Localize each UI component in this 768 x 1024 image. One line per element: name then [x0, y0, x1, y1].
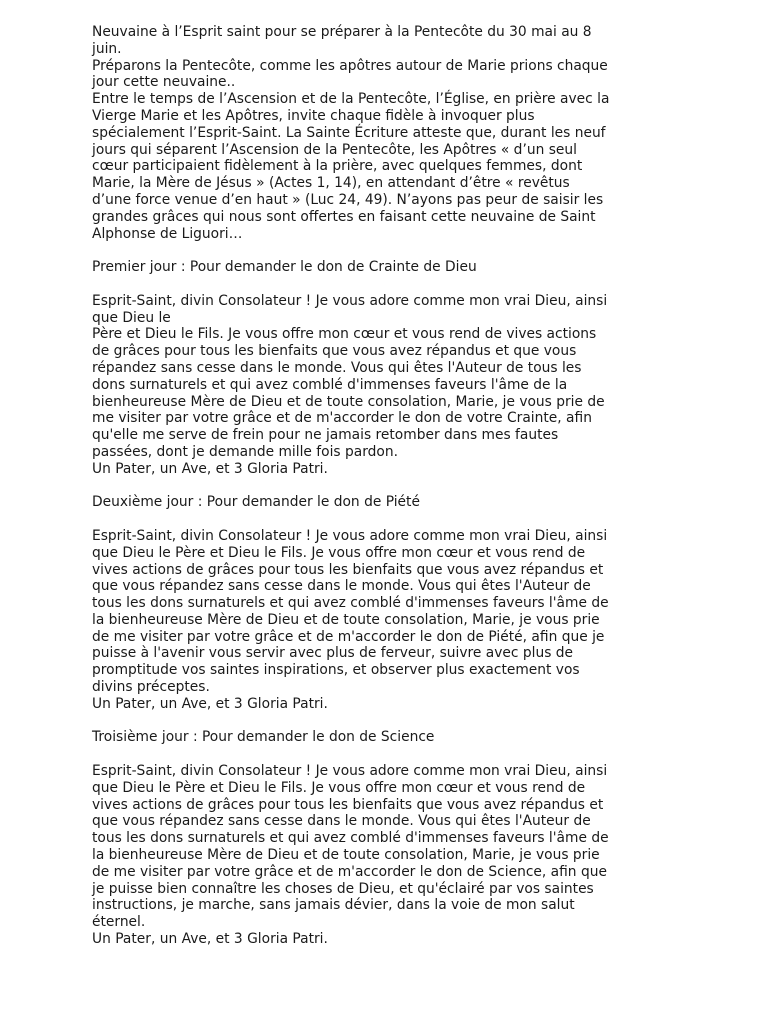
prayer-closing: Un Pater, un Ave, et 3 Gloria Patri.: [92, 460, 328, 477]
prayer-line: vives actions de grâces pour tous les bienfaits que vous avez répandus et: [92, 796, 604, 813]
prayer-line: que vous répandez sans cesse dans le monde. Vous qui êtes l'Auteur de: [92, 578, 591, 595]
prayer-line: que Dieu le Père et Dieu le Fils. Je vous offre mon cœur et vous rend de: [92, 544, 586, 561]
intro-line: jour cette neuvaine..: [92, 74, 236, 91]
blank-line: [92, 746, 708, 763]
prayer-line: répandez sans cesse dans le monde. Vous qui êtes l'Auteur de tous les: [92, 359, 582, 376]
prayer-line: passées, dont je demande mille fois pardon.: [92, 443, 398, 460]
intro-paragraph: [92, 24, 708, 242]
prayer-line: que Dieu le Père et Dieu le Fils. Je vous offre mon cœur et vous rend de: [92, 779, 586, 796]
blank-line: [92, 713, 708, 730]
intro-line: Vierge Marie et les Apôtres, invite chaque fidèle à invoquer plus: [92, 107, 535, 124]
intro-line: Marie, la Mère de Jésus » (Actes 1, 14), en attendant d’être « revêtus: [92, 175, 570, 192]
intro-line: cœur participaient fidèlement à la prière, avec quelques femmes, dont: [92, 158, 583, 175]
intro-line: juin.: [92, 40, 122, 57]
intro-line: d’une force venue d’en haut » (Luc 24, 49). N’ayons pas peur de saisir les: [92, 191, 604, 208]
intro-line: grandes grâces qui nous sont offertes en faisant cette neuvaine de Saint: [92, 208, 596, 225]
prayer-line: la bienheureuse Mère de Dieu et de toute consolation, Marie, je vous prie: [92, 847, 600, 864]
prayer-line: puisse à l'avenir vous servir avec plus de ferveur, suivre avec plus de: [92, 645, 574, 662]
prayer-line: instructions, je marche, sans jamais dévier, dans la voie de mon salut: [92, 897, 575, 914]
prayer-line: que vous répandez sans cesse dans le monde. Vous qui êtes l'Auteur de: [92, 813, 591, 830]
intro-line: Entre le temps de l’Ascension et de la Pentecôte, l’Église, en prière avec la: [92, 91, 610, 108]
prayer-line: qu'elle me serve de frein pour ne jamais retomber dans mes fautes: [92, 427, 559, 444]
prayer-line: Esprit-Saint, divin Consolateur ! Je vous adore comme mon vrai Dieu, ainsi: [92, 292, 608, 309]
prayer-line: tous les dons surnaturels et qui avez comblé d'immenses faveurs l'âme de: [92, 595, 609, 612]
prayer-line: me visiter par votre grâce et de m'accorder le don de votre Crainte, afin: [92, 410, 592, 427]
prayer-line: de me visiter par votre grâce et de m'accorder le don de Science, afin que: [92, 863, 607, 880]
intro-line: Alphonse de Liguori…: [92, 225, 243, 242]
prayer-line: Esprit-Saint, divin Consolateur ! Je vous adore comme mon vrai Dieu, ainsi: [92, 763, 608, 780]
intro-line: spécialement l’Esprit-Saint. La Sainte Écriture atteste que, durant les neuf: [92, 124, 606, 141]
day-prayer: [92, 293, 708, 461]
intro-line: Préparons la Pentecôte, comme les apôtres autour de Marie prions chaque: [92, 57, 608, 74]
day-prayer: [92, 528, 708, 696]
blank-line: [92, 478, 708, 495]
prayer-line: bienheureuse Mère de Dieu et de toute consolation, Marie, je vous prie de: [92, 393, 605, 410]
prayer-line: de me visiter par votre grâce et de m'accorder le don de Piété, afin que je: [92, 628, 605, 645]
day-prayer: [92, 763, 708, 931]
prayer-line: éternel.: [92, 914, 146, 931]
intro-line: jours qui séparent l’Ascension de la Pentecôte, les Apôtres « d’un seul: [92, 141, 577, 158]
prayer-line: la bienheureuse Mère de Dieu et de toute consolation, Marie, je vous prie: [92, 611, 600, 628]
prayer-line: vives actions de grâces pour tous les bienfaits que vous avez répandus et: [92, 561, 604, 578]
blank-line: [92, 511, 708, 528]
prayer-line: tous les dons surnaturels et qui avez comblé d'immenses faveurs l'âme de: [92, 830, 609, 847]
day-heading: Troisième jour : Pour demander le don de Science: [92, 729, 435, 746]
day-heading: Deuxième jour : Pour demander le don de Piété: [92, 494, 420, 511]
prayer-line: divins préceptes.: [92, 679, 210, 696]
prayer-line: que Dieu le: [92, 309, 171, 326]
prayer-line: dons surnaturels et qui avez comblé d'immenses faveurs l'âme de la: [92, 376, 568, 393]
prayer-line: Père et Dieu le Fils. Je vous offre mon cœur et vous rend de vives actions: [92, 326, 597, 343]
intro-line: Neuvaine à l’Esprit saint pour se préparer à la Pentecôte du 30 mai au 8: [92, 24, 592, 40]
prayer-line: promptitude vos saintes inspirations, et observer plus exactement vos: [92, 662, 580, 679]
day-heading: Premier jour : Pour demander le don de Crainte de Dieu: [92, 259, 477, 276]
prayer-line: de grâces pour tous les bienfaits que vous avez répandus et que vous: [92, 343, 577, 360]
prayer-closing: Un Pater, un Ave, et 3 Gloria Patri.: [92, 695, 328, 712]
prayer-line: je puisse bien connaître les choses de Dieu, et qu'éclairé par vos saintes: [92, 880, 594, 897]
prayer-line: Esprit-Saint, divin Consolateur ! Je vous adore comme mon vrai Dieu, ainsi: [92, 527, 608, 544]
blank-line: [92, 276, 708, 293]
blank-line: [92, 242, 708, 259]
prayer-closing: Un Pater, un Ave, et 3 Gloria Patri.: [92, 931, 328, 948]
